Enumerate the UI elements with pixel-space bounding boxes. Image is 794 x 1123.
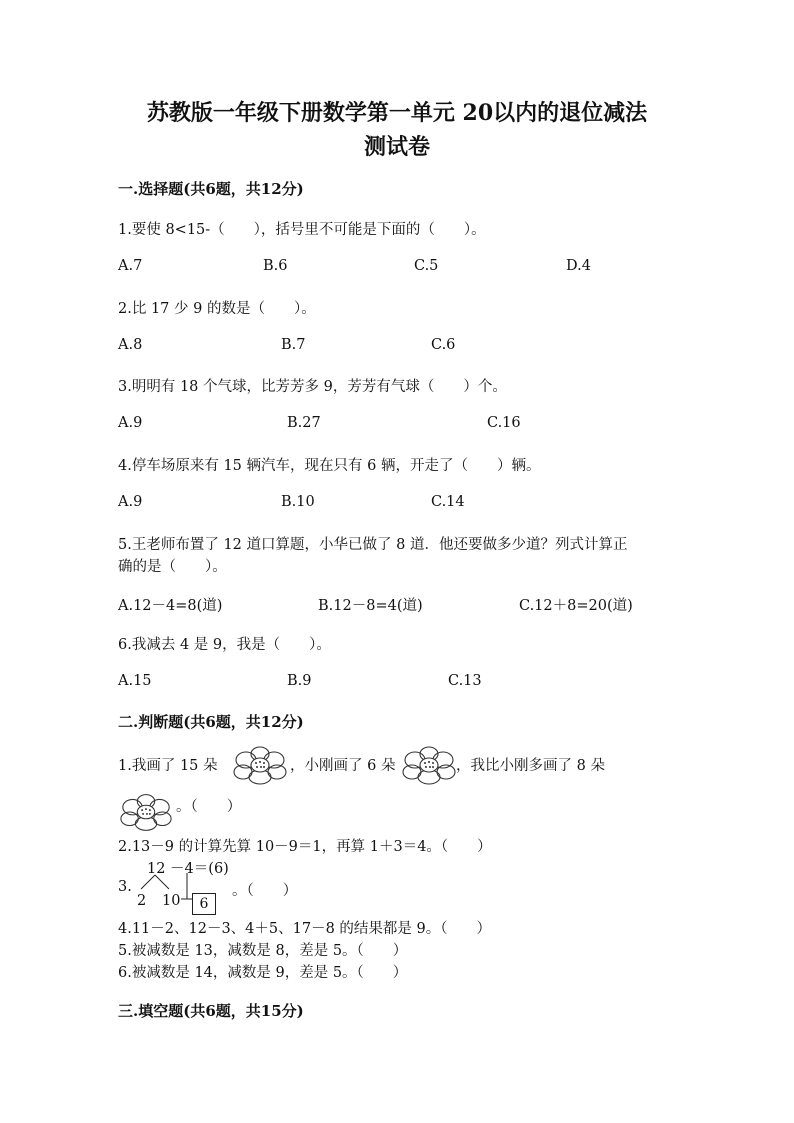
question-3-text: 3.明明有 18 个气球，比芳芳多 9，芳芳有气球（ ）个。 [118,379,507,395]
option-a: A.9 [118,494,143,510]
option-c: C.16 [487,415,521,431]
option-b: B.6 [263,258,288,274]
judge-1-part3: ，我比小刚多画了 8 朵 [456,758,605,774]
option-a: A.8 [118,337,143,353]
flower-icon [400,745,458,785]
section-heading-fill-in: 三.填空题(共6题，共15分) [118,1002,304,1020]
boxed-answer: 6 [192,893,216,915]
option-b: B.27 [287,415,321,431]
question-4-text: 4.停车场原来有 15 辆汽车，现在只有 6 辆，开走了（ ）辆。 [118,458,541,474]
option-c: C.6 [431,337,456,353]
judge-4-text: 4.11－2、12－3、4＋5、17－8 的结果都是 9。（ ） [118,921,492,937]
option-c: C.14 [431,494,465,510]
flower-icon [118,792,174,832]
option-c: C.12＋8=20(道) [519,598,633,614]
option-c: C.13 [448,673,482,689]
section-heading-choice: 一.选择题(共6题，共12分) [118,180,304,198]
page-title: 苏教版一年级下册数学第一单元 20以内的退位减法 [146,100,648,126]
option-d: D.4 [566,258,591,274]
page-title-line2: 测试卷 [363,134,430,160]
judge-2-text: 2.13－9 的计算先算 10－9＝1，再算 1＋3＝4。（ ） [118,839,492,855]
split-right-value: 10 [162,893,181,909]
judge-1-part2: ，小刚画了 6 朵 [290,758,396,774]
flower-icon [231,745,289,785]
option-a: A.9 [118,415,143,431]
option-a: A.15 [118,673,152,689]
judge-1-part1: 1.我画了 15 朵 [118,758,218,774]
option-b: B.9 [287,673,312,689]
option-a: A.7 [118,258,143,274]
option-b: B.12－8=4(道) [318,598,423,614]
judge-6-text: 6.被减数是 14，减数是 9，差是 5。（ ） [118,965,408,981]
question-5-text: 5.王老师布置了 12 道口算题，小华已做了 8 道．他还要做多少道？列式计算正 [118,537,628,553]
option-b: B.10 [281,494,315,510]
judge-3-prefix: 3. [118,879,132,895]
option-b: B.7 [281,337,306,353]
question-6-text: 6.我减去 4 是 9，我是（ ）。 [118,637,331,653]
option-c: C.5 [414,258,439,274]
judge-1-part4: 。（ ） [176,799,242,815]
judge-3-suffix: 。（ ） [232,883,298,899]
question-2-text: 2.比 17 少 9 的数是（ ）。 [118,301,316,317]
judge-3-expression: 12 －4＝(6) [147,861,229,877]
question-5-text-cont: 确的是（ ）。 [118,559,227,575]
option-a: A.12－4=8(道) [118,598,223,614]
judge-5-text: 5.被减数是 13，减数是 8，差是 5。（ ） [118,943,408,959]
question-1-text: 1.要使 8<15-（ ），括号里不可能是下面的（ ）。 [118,222,486,238]
split-left-value: 2 [137,893,147,909]
section-heading-judgement: 二.判断题(共6题，共12分) [118,713,304,731]
